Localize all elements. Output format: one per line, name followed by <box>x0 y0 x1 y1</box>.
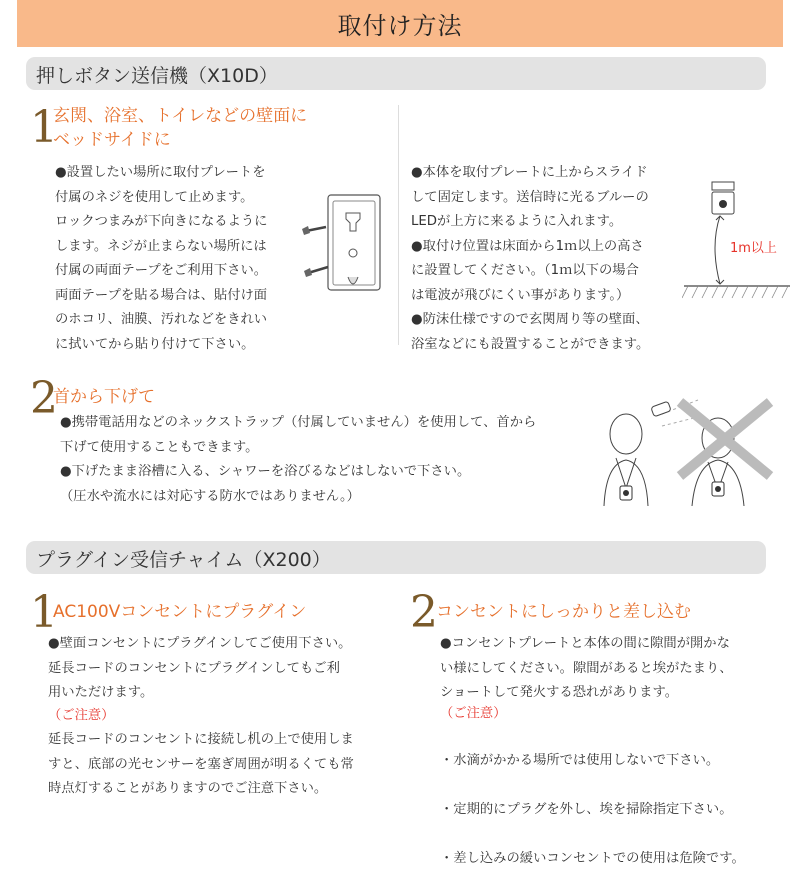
chime-step2-bullet: ・差し込みの緩いコンセントでの使用は危険です。 <box>440 850 745 866</box>
chime-step1-text: ●壁面コンセントにプラグインしてご使用下さい。 延長コードのコンセントにプラグインしてもご利 用いただけます。 <box>48 636 352 700</box>
section-bar-chime <box>26 541 766 574</box>
section-title-chime: プラグイン受信チャイム（X200） <box>36 549 331 571</box>
section-bar-transmitter <box>26 57 766 90</box>
chime-step2-note-label: （ご注意） <box>440 706 507 721</box>
chime-step2-bullet: ・定期的にプラグを外し、埃を掃除指定下さい。 <box>440 801 733 817</box>
section-title-transmitter: 押しボタン送信機（X10D） <box>36 65 278 87</box>
step1-title-line1: 玄関、浴室、トイレなどの壁面に <box>53 106 308 126</box>
chime-step1-title: AC100Vコンセントにプラグイン <box>53 602 307 622</box>
chime-step2-bullets <box>440 724 785 896</box>
chime-step-number-1: 1 <box>30 587 58 638</box>
neck-strap-illustration <box>600 396 780 506</box>
column-divider <box>398 105 399 345</box>
chime-step1-note-label: （ご注意） <box>48 708 115 723</box>
mounting-plate-illustration <box>298 185 398 310</box>
screw-icon <box>304 267 328 277</box>
step2-text: ●携帯電話用などのネックストラップ（付属していません）を使用して、首から 下げて使用することもできます。 ●下げたまま浴槽に入る、シャワーを浴びるなどはしないで下さい。 （圧水や流水には対応する防水ではありません。） <box>60 415 537 504</box>
chime-step2-text: ●コンセントプレートと本体の間に隙間が開かな い様にしてください。隙間があると埃がたまり、 ショートして発火する恐れがあります。 <box>440 636 733 700</box>
page-title: 取付け方法 <box>337 12 463 40</box>
step-number-2: 2 <box>30 373 58 424</box>
step2-title: 首から下げて <box>53 387 155 407</box>
screw-icon <box>302 226 326 235</box>
step-number-1: 1 <box>30 102 58 153</box>
wall-height-illustration <box>682 180 792 310</box>
chime-step1-note-text: 延長コードのコンセントに接続し机の上で使用しま すと、底部の光センサーを塞ぎ周囲が明るくても常 時点灯することがありますのでご注意下さい。 <box>48 732 354 796</box>
page-header <box>17 0 783 47</box>
chime-step-number-2: 2 <box>410 587 438 638</box>
chime-step2-bullet: ・水滴がかかる場所では使用しないで下さい。 <box>440 752 720 768</box>
chime-step2-title: コンセントにしっかりと差し込む <box>436 602 691 622</box>
step1-right-text: ●本体を取付プレートに上からスライド して固定します。送信時に光るブルーの LEDが上方に来るように入れます。 ●取付け位置は床面から1ｍ以上の高さ に設置してください。（1ｍ以下の場合 は電波が飛びにくい事があります。） ●防沫仕様ですので玄関周り等の壁面、 浴室などにも設置することができます。 <box>411 165 650 352</box>
step1-left-text: ●設置したい場所に取付プレートを 付属のネジを使用して止めます。 ロックつまみが下向きになるように します。ネジが止まらない場所には 付属の両面テープをご利用下さい。 両面テープを貼る場合は、貼付け面 のホコリ、油膜、汚れなどをきれい に拭いてから貼り付けて下さい。 <box>55 165 268 352</box>
step1-title-line2: ベッドサイドに <box>53 130 171 150</box>
height-label: 1m以上 <box>730 241 777 256</box>
